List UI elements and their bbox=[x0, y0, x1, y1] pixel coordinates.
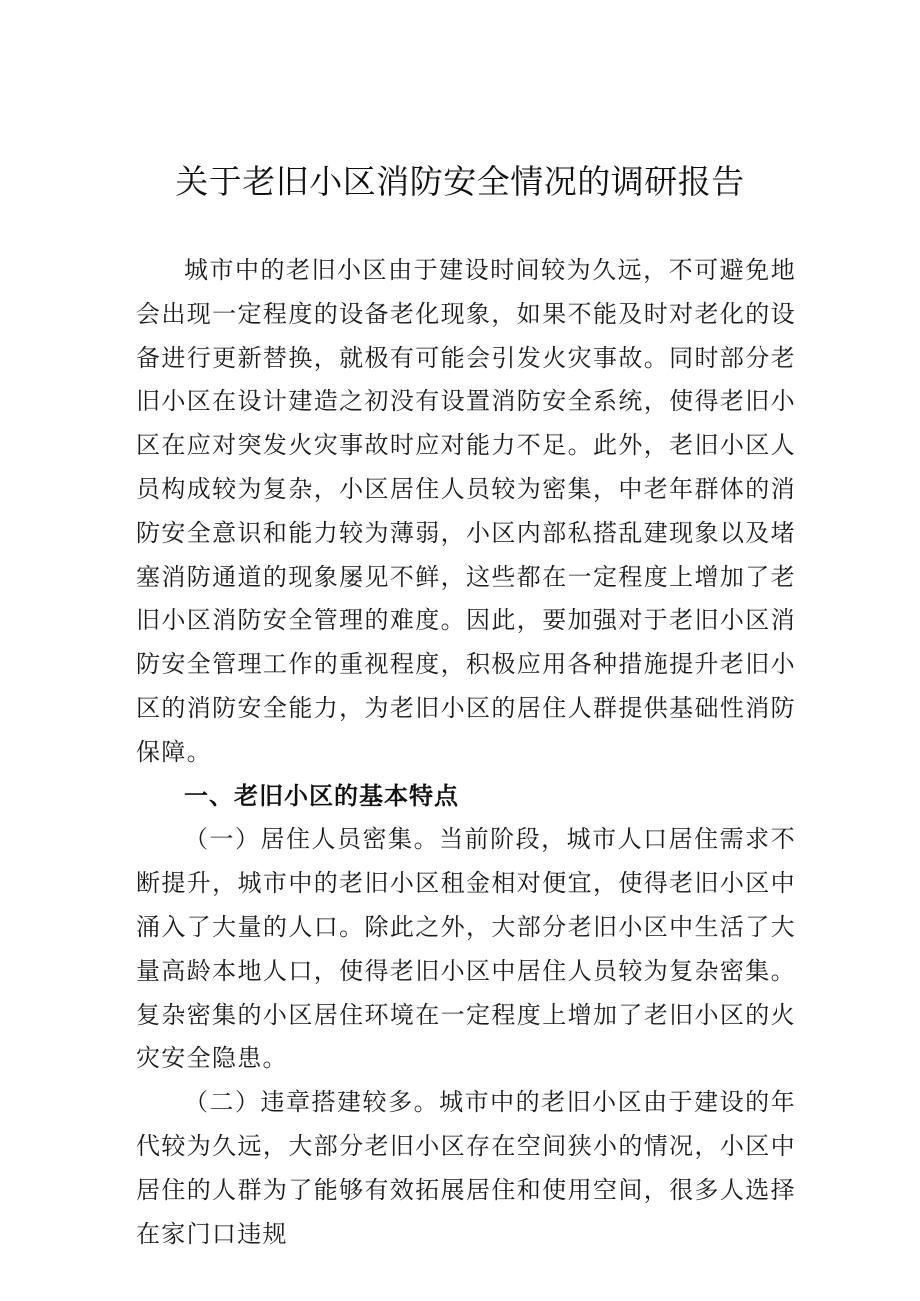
document-title: 关于老旧小区消防安全情况的调研报告 bbox=[175, 162, 745, 201]
document-body bbox=[136, 249, 796, 1256]
intro-paragraph: 城市中的老旧小区由于建设时间较为久远，不可避免地会出现一定程度的设备老化现象，如果不能及时对老化的设备进行更新替换，就极有可能会引发火灾事故。同时部分老旧小区在设计建造之初没有设置消防安全系统，使得老旧小区在应对突发火灾事故时应对能力不足。此外，老旧小区人员构成较为复杂，小区居住人员较为密集，中老年群体的消防安全意识和能力较为薄弱，小区内部私搭乱建现象以及堵塞消防通道的现象屡见不鲜，这些都在一定程度上增加了老旧小区消防安全管理的难度。因此，要加强对于老旧小区消防安全管理工作的重视程度，积极应用各种措施提升老旧小区的消防安全能力，为老旧小区的居住人群提供基础性消防保障。 bbox=[136, 256, 796, 766]
section-paragraph: （二）违章搭建较多。城市中的老旧小区由于建设的年代较为久远，大部分老旧小区存在空间狭小的情况，小区中居住的人群为了能够有效拓展居住和使用空间，很多人选择在家门口违规 bbox=[136, 1088, 796, 1248]
section-paragraph: （一）居住人员密集。当前阶段，城市人口居住需求不断提升，城市中的老旧小区租金相对便宜，使得老旧小区中涌入了大量的人口。除此之外，大部分老旧小区中生活了大量高龄本地人口，使得老旧小区中居住人员较为复杂密集。复杂密集的小区居住环境在一定程度上增加了老旧小区的火灾安全隐患。 bbox=[136, 825, 796, 1073]
section-heading: 一、老旧小区的基本特点 bbox=[184, 781, 459, 810]
